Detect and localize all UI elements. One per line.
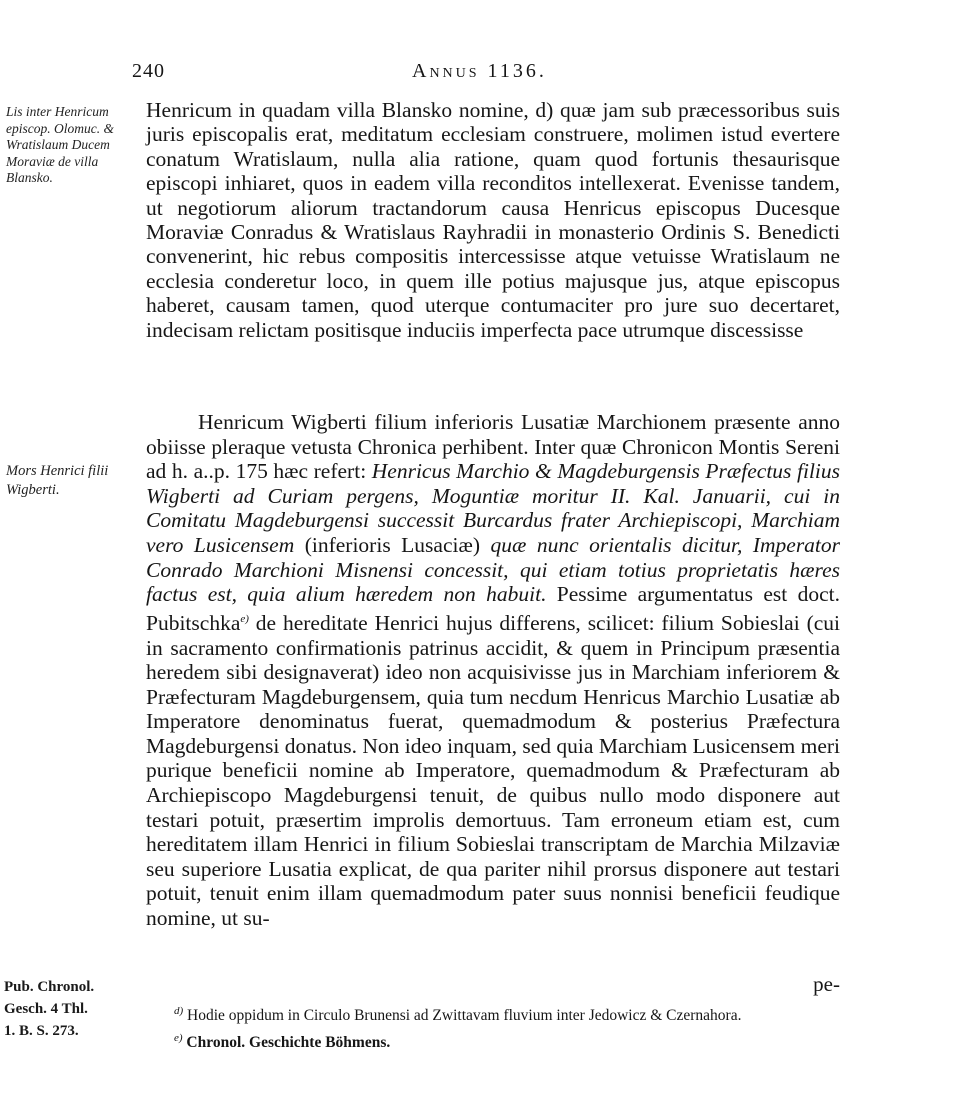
margin-reference-line-2: Gesch. 4 Thl. (4, 1001, 88, 1017)
paragraph-2-argument: de hereditate Henrici hujus differens, scilicet: filium Sobieslai (cui in sacramento confirmationis patrinus accidit, & quem in Principum præsentia heredem sibi designaverat) ideo non acquisivisse jus in Marchiam inferiorem & Præfecturam Magdeburgensem, quia tum necdum Henricus Marchio Lusatiæ ab Imperatore denominatus fuerat, quemadmodum & posterius Præfectura Magdeburgensi donatus. Non ideo inquam, sed quia Marchiam Lusicensem meri purique beneficii nomine ab Imperatore, quemadmodum & Præfecturam ab Archiepiscopo Magdeburgensi tenuit, de quibus nullo modo disponere aut testari potuit, præsertim improlis demortuus. Tam erroneum etiam est, cum hereditatem illam Henrici in filium Sobieslai transcriptam de Marchia Milzaviæ seu superiore Lusatia explicat, de qua pariter nihil prorsus disponere aut testari potuit, tenuit enim illam quemadmodum pater suus nonnisi beneficii feudique nomine, ut su- (146, 610, 841, 931)
paragraph-2-intro: Henricum Wigberti filium inferioris Lusatiæ Marchionem præsente anno obiisse pleraque vetusta Chronica perhibent. Inter quæ Chronicon Montis Sereni ad h. a..p. 175 hæc refert: (146, 410, 840, 484)
footnote-d-text: Hodie oppidum in Circulo Brunensi ad Zwittavam fluvium inter Jedowicz & Czernahora. (187, 1007, 742, 1025)
footnote-d-marker: d) (174, 1005, 184, 1017)
catchword: pe- (813, 972, 840, 996)
margin-note-death: Mors Henrici filii Wigberti. (6, 463, 109, 498)
paragraph-2-critique: Pessime argumentatus est doct. Pubitschka (146, 582, 841, 635)
footnote-e-text: Chronol. Geschichte Böhmens. (186, 1034, 391, 1052)
margin-reference-line-3: 1. B. S. 273. (4, 1023, 79, 1039)
margin-reference (4, 976, 154, 1042)
footnote-d (174, 1000, 854, 1027)
paragraph-2 (146, 410, 840, 931)
margin-reference-line-1: Pub. Chronol. (4, 979, 95, 995)
paragraph-2-gloss: (inferioris Lusaciæ) (304, 532, 480, 557)
paragraph-1 (146, 98, 840, 342)
paragraph-1-text: Henricum in quadam villa Blansko nomine, d) quæ jam sub præcessoribus suis juris episcopalis erat, meditatum ecclesiam construere, molimen istud evertere conatum Wratislaum, nulla alia ratione, quam quod fortunis thesaurisque episcopi inhiaret, quos in eadem villa reconditos intellexerat. Evenisse tandem, ut negotiorum aliorum tractandorum causa Henricus episcopus Ducesque Moraviæ Conradus & Wratislaus Rayhradii in monasterio Ordinis S. Benedicti convenerint, hic rebus compositis intercessisse atque vetuisse Wratislaum ne ecclesia conderetur loco, in quem ille potius majusque jus, atque episcopus haberet, causam tamen, quod uterque contumaciter pro jure suo decertaret, indecisam relictam positisque induciis imperfecta pace utrumque discessisse (146, 98, 840, 342)
page-header (0, 56, 960, 90)
chronicon-quote-1: Henricus Marchio & Magdeburgensis Præfectus filius Wigberti ad Curiam pergens, Moguntiæ moritur II. Kal. Januarii, cui in Comitatu Magdeburgensi successit Burcardus frater Archiepiscopi, Marchiam vero Lusicensem (146, 459, 841, 557)
footnote-marker-e: e) (240, 612, 249, 625)
margin-note-dispute: Lis inter Henricum episcop. Olomuc. & Wratislaum Ducem Moraviæ de villa Blansko. (6, 104, 114, 185)
running-head: Annus 1136. (412, 60, 547, 82)
footnotes (174, 1000, 854, 1054)
chronicon-quote-2: quæ nunc orientalis dicitur, Imperator Conrado Marchioni Misnensi concessit, qui etiam totius proprietatis hæres factus est, quia alium hæredem non habuit. (146, 532, 841, 607)
paragraph-2-text (146, 410, 840, 931)
footnote-e (174, 1027, 854, 1054)
footnote-e-marker: e) (174, 1032, 183, 1045)
page-number: 240 (132, 60, 165, 82)
